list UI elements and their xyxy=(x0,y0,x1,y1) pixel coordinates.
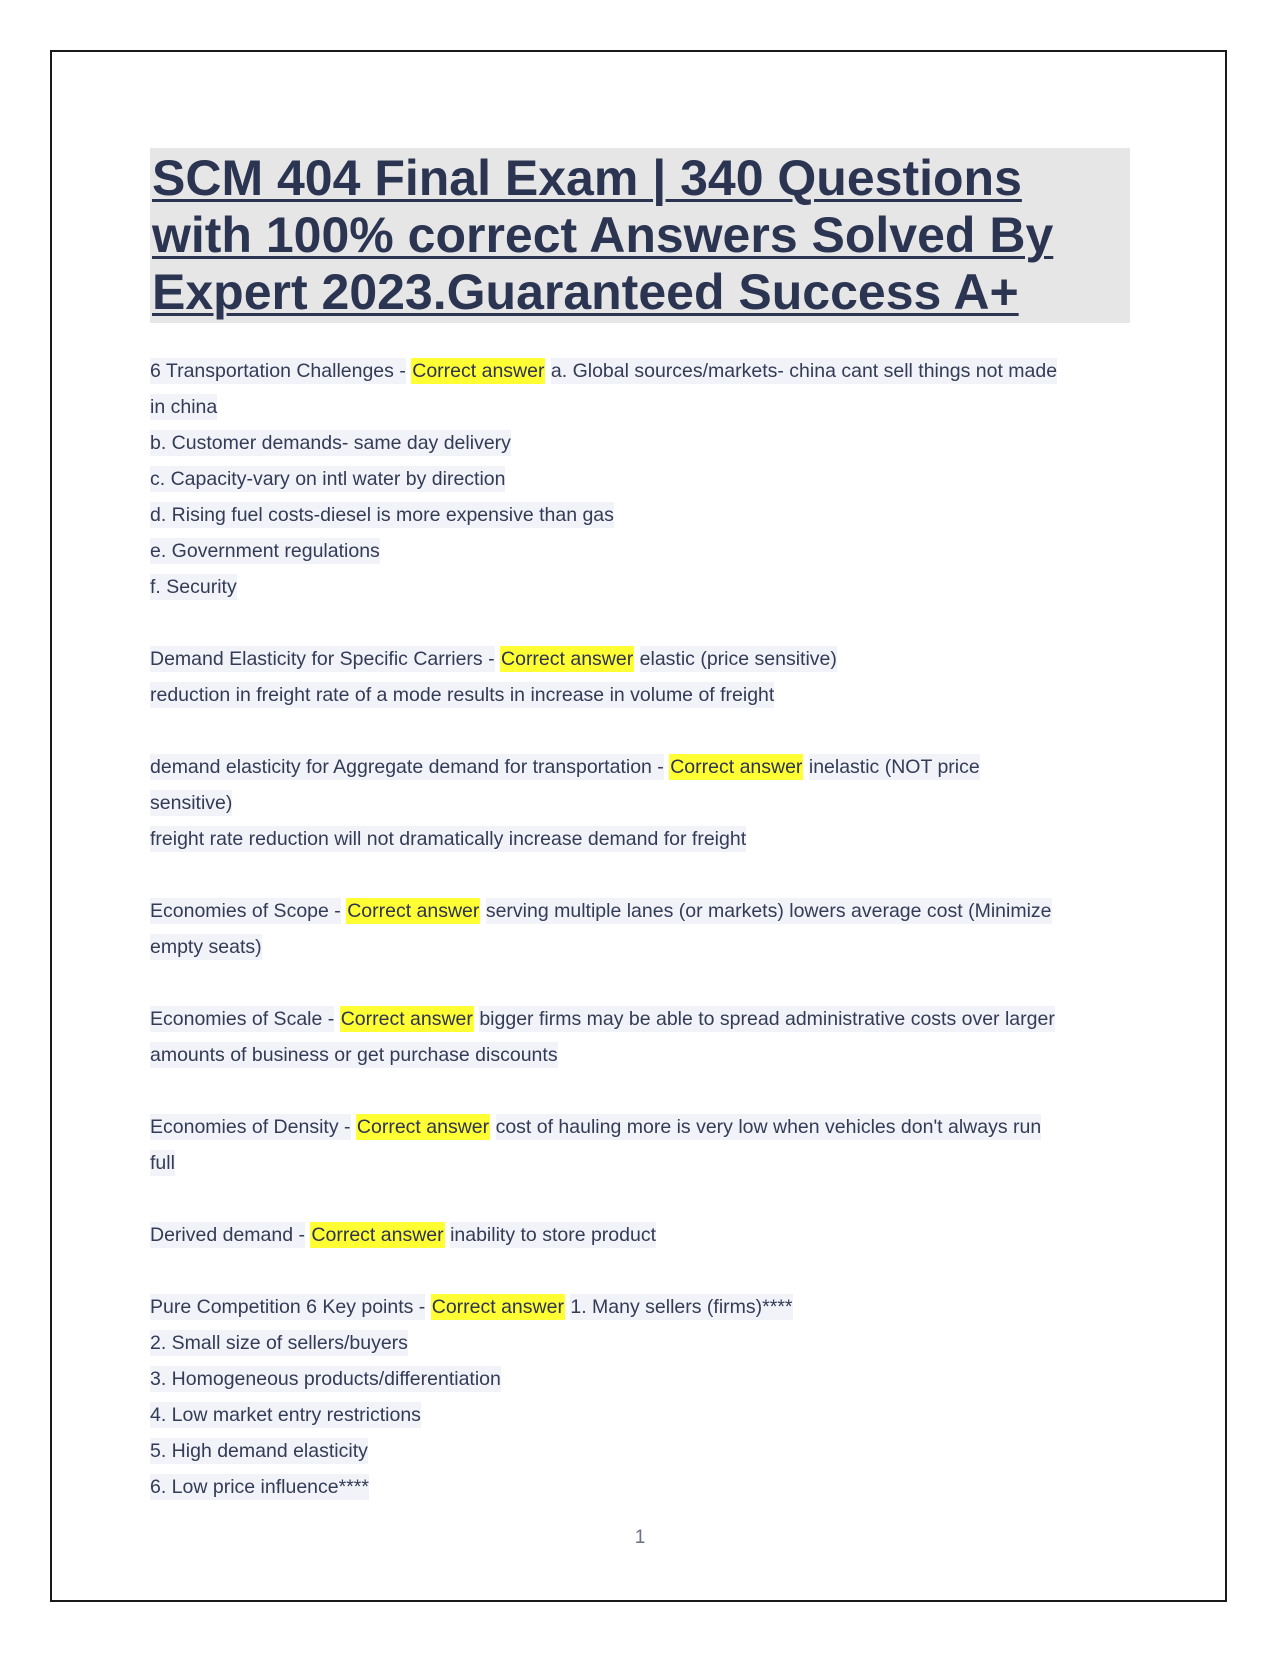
question-term: Pure Competition 6 Key points - xyxy=(150,1296,426,1318)
qa-first-line xyxy=(150,1217,1130,1253)
qa-entry xyxy=(150,641,1130,713)
qa-entry xyxy=(150,1001,1130,1073)
question-term: Economies of Scale - xyxy=(150,1008,335,1030)
correct-answer-highlight: Correct answer xyxy=(356,1116,490,1138)
answer-line xyxy=(150,461,1130,497)
answer-line xyxy=(150,425,1130,461)
page-number: 1 xyxy=(634,1527,646,1548)
answer-line-text: in china xyxy=(150,396,218,418)
qa-first-line xyxy=(150,353,1130,389)
question-term: Derived demand - xyxy=(150,1224,305,1246)
answer-line xyxy=(150,1397,1130,1433)
answer-line xyxy=(150,1361,1130,1397)
answer-line xyxy=(150,1469,1130,1505)
answer-line-text: full xyxy=(150,1152,175,1174)
answer-line-text: 3. Homogeneous products/differentiation xyxy=(150,1368,501,1390)
answer-line xyxy=(150,929,1130,965)
answer-text: inelastic (NOT price xyxy=(808,756,980,778)
answer-line xyxy=(150,569,1130,605)
answer-line xyxy=(150,497,1130,533)
answer-line-text: 5. High demand elasticity xyxy=(150,1440,368,1462)
answer-line xyxy=(150,1145,1130,1181)
answer-line-text: reduction in freight rate of a mode results in increase in volume of freight xyxy=(150,684,775,706)
answer-line-text: 4. Low market entry restrictions xyxy=(150,1404,421,1426)
qa-first-line xyxy=(150,641,1130,677)
qa-entry xyxy=(150,893,1130,965)
qa-entry xyxy=(150,749,1130,857)
answer-line xyxy=(150,1037,1130,1073)
correct-answer-highlight: Correct answer xyxy=(340,1008,473,1030)
qa-entry xyxy=(150,1217,1130,1253)
answer-text: inability to store product xyxy=(450,1224,657,1246)
answer-text: a. Global sources/markets- china cant sell things not made xyxy=(550,360,1058,382)
answer-text: elastic (price sensitive) xyxy=(639,648,837,670)
answer-line xyxy=(150,821,1130,857)
answer-line-text: 6. Low price influence**** xyxy=(150,1476,369,1498)
answer-line-text: b. Customer demands- same day delivery xyxy=(150,432,511,454)
answer-line xyxy=(150,677,1130,713)
answer-line-text: amounts of business or get purchase discounts xyxy=(150,1044,558,1066)
answer-line xyxy=(150,389,1130,425)
document-body xyxy=(150,148,1130,1541)
answer-text: bigger firms may be able to spread administrative costs over larger xyxy=(479,1008,1055,1030)
qa-first-line xyxy=(150,1289,1130,1325)
correct-answer-highlight: Correct answer xyxy=(311,1224,444,1246)
correct-answer-highlight: Correct answer xyxy=(431,1296,564,1318)
answer-line xyxy=(150,785,1130,821)
answer-text: serving multiple lanes (or markets) lowers average cost (Minimize xyxy=(485,900,1052,922)
answer-line-text: f. Security xyxy=(150,576,237,598)
correct-answer-highlight: Correct answer xyxy=(501,648,634,670)
answer-text: 1. Many sellers (firms)**** xyxy=(570,1296,793,1318)
qa-first-line xyxy=(150,1109,1130,1145)
answer-line-text: empty seats) xyxy=(150,936,262,958)
answer-text: cost of hauling more is very low when vehicles don't always run xyxy=(495,1116,1042,1138)
answer-line-text: c. Capacity-vary on intl water by direction xyxy=(150,468,506,490)
answer-line-text: sensitive) xyxy=(150,792,233,814)
qa-first-line xyxy=(150,1001,1130,1037)
qa-entry xyxy=(150,353,1130,605)
answer-line-text: freight rate reduction will not dramatically increase demand for freight xyxy=(150,828,747,850)
correct-answer-highlight: Correct answer xyxy=(347,900,480,922)
answer-line xyxy=(150,533,1130,569)
question-term: Demand Elasticity for Specific Carriers - xyxy=(150,648,495,670)
qa-entry xyxy=(150,1289,1130,1505)
document-title: SCM 404 Final Exam | 340 Questions with 100% correct Answers Solved By Expert 2023.Guaranteed Success A+ xyxy=(152,150,1054,320)
answer-line-text: 2. Small size of sellers/buyers xyxy=(150,1332,408,1354)
correct-answer-highlight: Correct answer xyxy=(412,360,545,382)
title-block xyxy=(150,148,1130,323)
qa-list xyxy=(150,353,1130,1505)
qa-first-line xyxy=(150,749,1130,785)
question-term: Economies of Density - xyxy=(150,1116,351,1138)
question-term: 6 Transportation Challenges - xyxy=(150,360,406,382)
qa-first-line xyxy=(150,893,1130,929)
answer-line-text: d. Rising fuel costs-diesel is more expensive than gas xyxy=(150,504,614,526)
answer-line xyxy=(150,1325,1130,1361)
qa-entry xyxy=(150,1109,1130,1181)
question-term: demand elasticity for Aggregate demand for transportation - xyxy=(150,756,664,778)
correct-answer-highlight: Correct answer xyxy=(670,756,803,778)
answer-line xyxy=(150,1433,1130,1469)
question-term: Economies of Scope - xyxy=(150,900,341,922)
answer-line-text: e. Government regulations xyxy=(150,540,380,562)
